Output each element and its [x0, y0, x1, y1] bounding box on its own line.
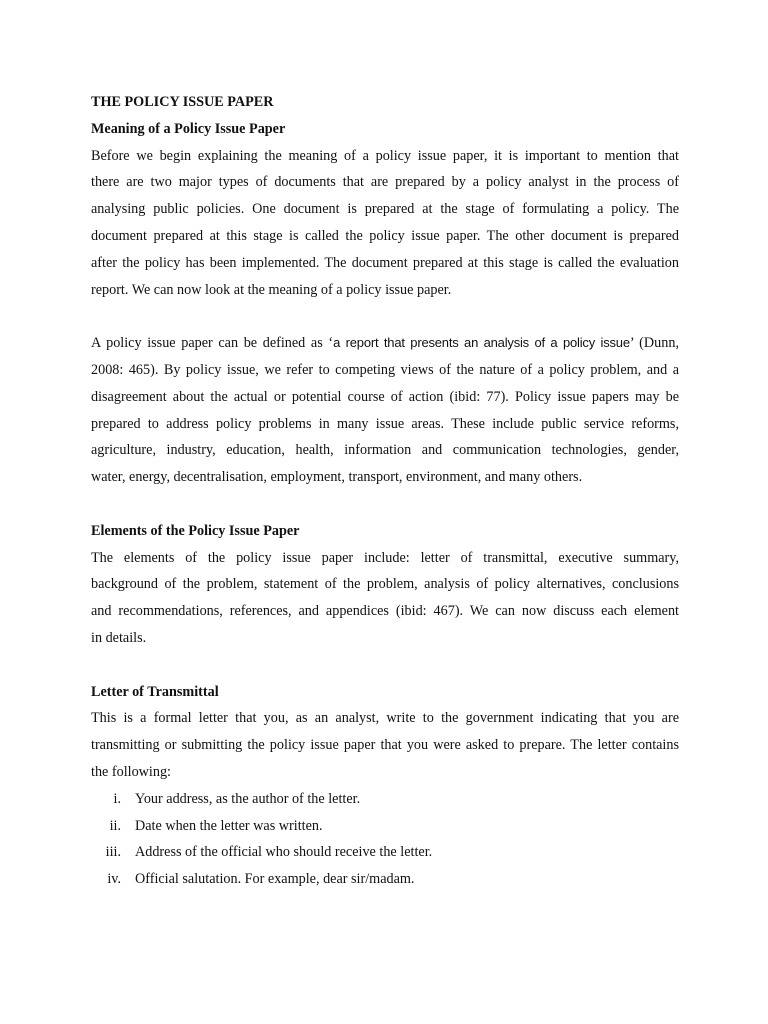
text-line: and recommendations, references, and appendices (ibid: 467). We can now discuss each element [91, 603, 679, 620]
transmittal-list [91, 786, 679, 893]
text-line: prepared to address policy problems in many issue areas. These include public service reforms, [91, 415, 679, 432]
text-fragment: ’ (Dunn, [629, 335, 679, 352]
text-line: after the policy has been implemented. The document prepared at this stage is called the evaluation [91, 254, 679, 271]
paragraph-meaning-2 [91, 330, 679, 491]
text-line: there are two major types of documents that are prepared by a policy analyst in the process of [91, 174, 679, 191]
quoted-definition: a report that presents an analysis of a policy issue [333, 335, 630, 351]
list-text: Date when the letter was written. [135, 817, 323, 834]
paragraph-meaning-1 [91, 143, 679, 304]
list-item [91, 786, 679, 813]
paragraph-elements [91, 545, 679, 652]
text-line: background of the problem, statement of the problem, analysis of policy alternatives, conclusions [91, 576, 679, 593]
text-line: document prepared at this stage is called the policy issue paper. The other document is prepared [91, 227, 679, 244]
text-line: analysing public policies. One document is prepared at the stage of formulating a policy. The [91, 201, 679, 218]
document-title: THE POLICY ISSUE PAPER [91, 94, 274, 110]
section-heading-transmittal: Letter of Transmittal [91, 683, 219, 700]
paragraph-transmittal [91, 705, 679, 785]
text-line: agriculture, industry, education, health, information and communication technologies, gender, [91, 442, 679, 459]
list-number: iii. [105, 844, 121, 861]
paragraph-gap [91, 491, 679, 518]
list-number: iv. [107, 871, 121, 888]
text-line: water, energy, decentralisation, employment, transport, environment, and many others. [91, 469, 583, 486]
text-line: Before we begin explaining the meaning of a policy issue paper, it is important to mention that [91, 147, 679, 164]
text-line: This is a formal letter that you, as an analyst, write to the government indicating that you are [91, 710, 679, 727]
list-item [91, 813, 679, 840]
text-line: 2008: 465). By policy issue, we refer to competing views of the nature of a policy problem, and a [91, 361, 679, 378]
list-number: i. [113, 790, 121, 807]
list-text: Official salutation. For example, dear sir/madam. [135, 871, 415, 888]
text-line: in details. [91, 629, 147, 646]
text-line: report. We can now look at the meaning of a policy issue paper. [91, 281, 452, 298]
paragraph-gap [91, 303, 679, 330]
list-text: Address of the official who should receive the letter. [135, 844, 433, 861]
list-item [91, 866, 679, 893]
text-line: the following: [91, 763, 171, 780]
text-line-with-quote [91, 330, 679, 357]
list-item [91, 839, 679, 866]
paragraph-gap [91, 652, 679, 679]
list-number: ii. [109, 817, 121, 834]
list-text: Your address, as the author of the letter. [135, 790, 361, 807]
section-heading-meaning: Meaning of a Policy Issue Paper [91, 120, 286, 137]
text-line: The elements of the policy issue paper include: letter of transmittal, executive summary, [91, 549, 679, 566]
section-heading-elements: Elements of the Policy Issue Paper [91, 522, 300, 539]
text-line: transmitting or submitting the policy issue paper that you were asked to prepare. The letter contains [91, 737, 679, 754]
text-fragment: A policy issue paper can be defined as ‘ [91, 335, 334, 352]
text-line: disagreement about the actual or potential course of action (ibid: 77). Policy issue papers may be [91, 388, 679, 405]
